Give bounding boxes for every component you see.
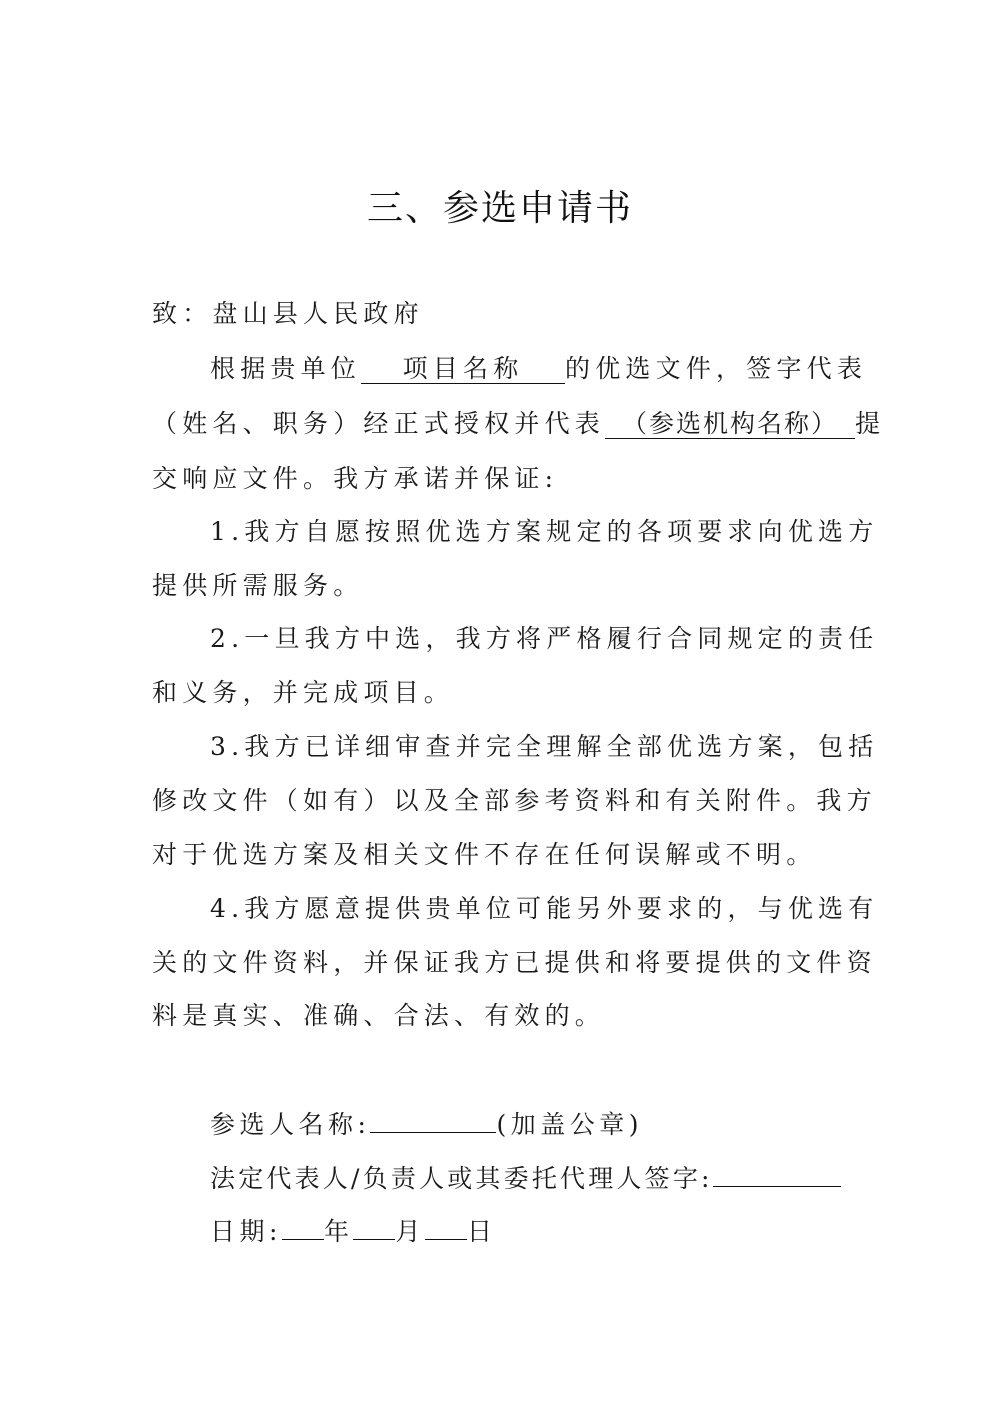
intro-line-3: 交响应文件。我方承诺并保证: <box>152 464 559 493</box>
month-field <box>353 1213 395 1240</box>
item-1-line-1: 1.我方自愿按照优选方案规定的各项要求向优选方 <box>210 517 879 546</box>
representative-row <box>210 1160 841 1196</box>
addressee: 致：盘山县人民政府 <box>152 299 424 328</box>
item-3-line-1: 3.我方已详细审查并完全理解全部优选方案，包括 <box>210 732 879 761</box>
item-2-line-1: 2.一旦我方中选，我方将严格履行合同规定的责任 <box>210 624 879 653</box>
item-4-line-1: 4.我方愿意提供贵单位可能另外要求的，与优选有 <box>210 894 879 923</box>
item-3-line-3: 对于优选方案及相关文件不存在任何误解或不明。 <box>152 840 817 869</box>
intro-text: 的优选文件，签字代表 <box>565 354 868 383</box>
item-4-line-2: 关的文件资料，并保证我方已提供和将要提供的文件资 <box>152 948 877 977</box>
seal-note: (加盖公章) <box>496 1110 643 1139</box>
day-label: 日 <box>466 1217 497 1246</box>
project-name-blank: 项目名称 <box>361 355 565 384</box>
applicant-name-label: 参选人名称: <box>210 1110 371 1139</box>
document-title: 三、参选申请书 <box>366 188 633 229</box>
intro-line-2 <box>152 407 886 441</box>
day-field <box>425 1213 467 1240</box>
intro-text: （姓名、职务）经正式授权并代表 <box>152 409 606 438</box>
date-label: 日期: <box>210 1217 282 1246</box>
intro-text: 根据贵单位 <box>210 354 362 383</box>
applicant-name-row <box>210 1106 643 1142</box>
representative-label: 法定代表人/负责人或其委托代理人签字: <box>210 1164 713 1193</box>
month-label: 月 <box>395 1217 425 1246</box>
representative-signature-field <box>713 1160 841 1187</box>
intro-line-1 <box>210 352 868 386</box>
date-row <box>210 1213 496 1249</box>
item-4-line-3: 料是真实、准确、合法、有效的。 <box>152 1001 606 1030</box>
intro-text: 提 <box>855 409 886 438</box>
year-field <box>282 1213 324 1240</box>
applicant-name-blank: （参选机构名称） <box>605 410 855 439</box>
applicant-name-field <box>370 1106 496 1133</box>
item-2-line-2: 和义务，并完成项目。 <box>152 678 455 707</box>
item-1-line-2: 提供所需服务。 <box>152 571 364 600</box>
item-3-line-2: 修改文件（如有）以及全部参考资料和有关附件。我方 <box>152 786 877 815</box>
year-label: 年 <box>323 1217 354 1246</box>
